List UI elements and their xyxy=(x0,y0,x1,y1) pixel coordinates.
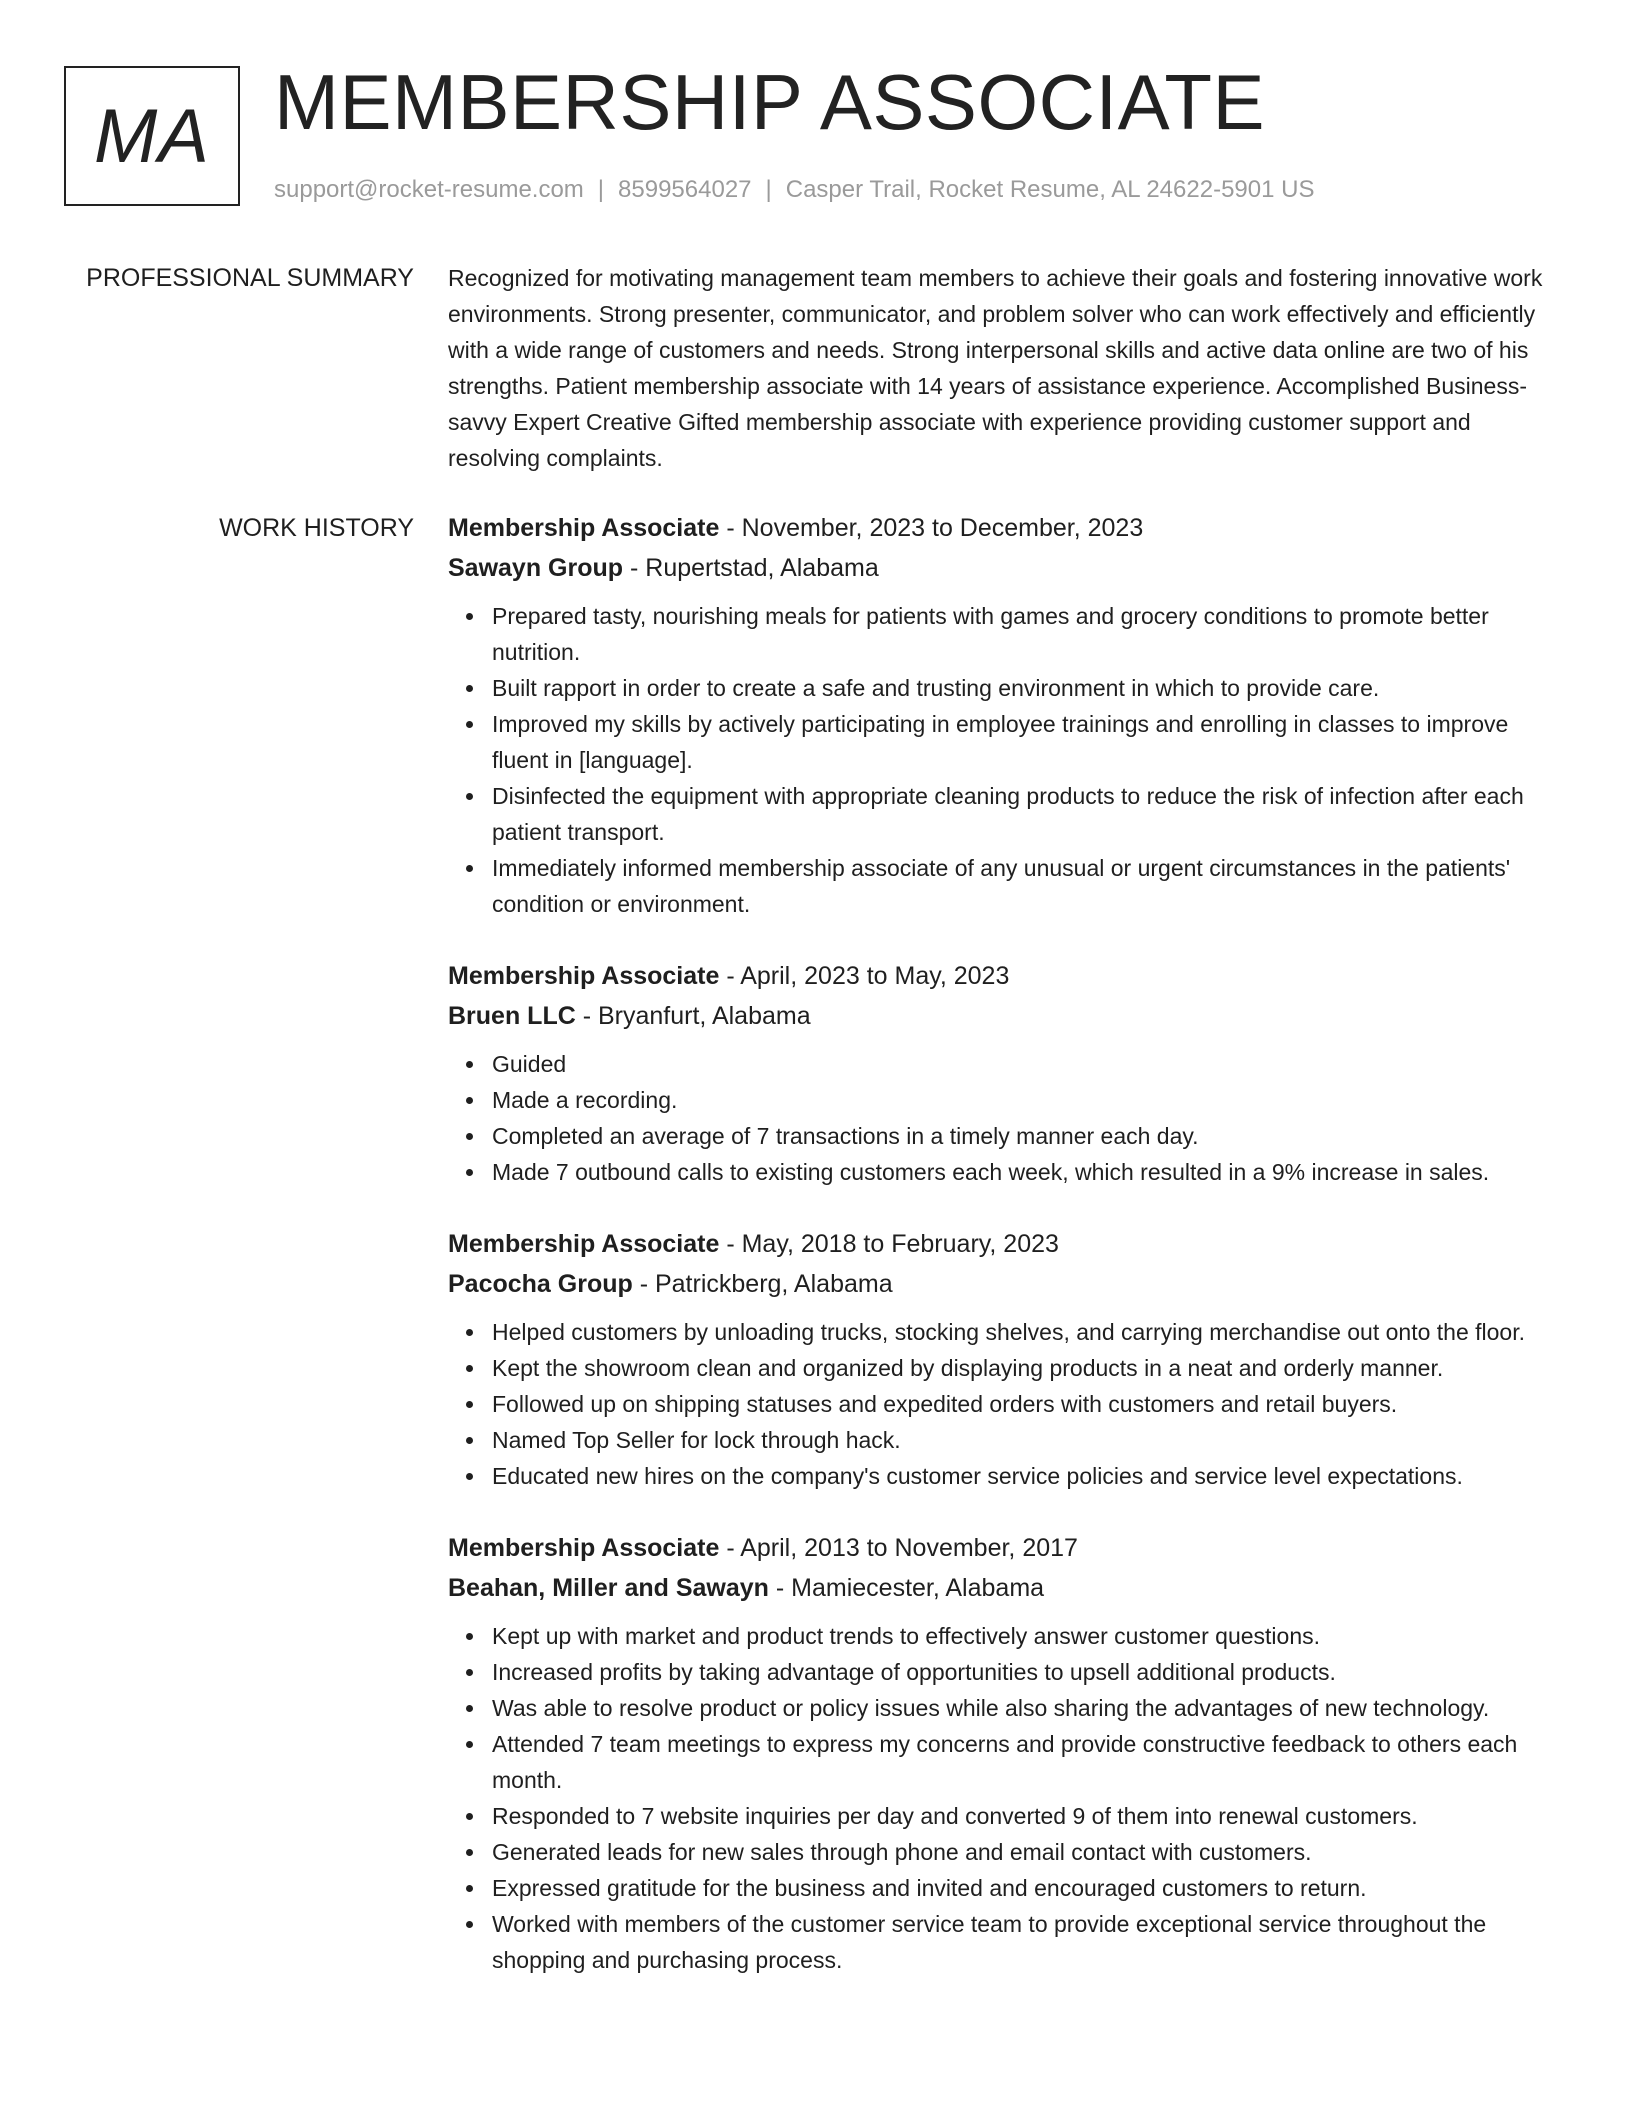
section-label-work-history: WORK HISTORY xyxy=(219,514,414,542)
job-bullet-list xyxy=(448,1618,1568,1978)
contact-line xyxy=(274,172,1314,208)
job-company-line xyxy=(448,1264,1568,1304)
job-company-line xyxy=(448,1568,1568,1608)
job-bullet: Built rapport in order to create a safe and trusting environment in which to provide care. xyxy=(492,670,1568,706)
job-bullet-list xyxy=(448,1314,1568,1494)
job-dates: - November, 2023 to December, 2023 xyxy=(719,514,1144,542)
section-label-summary: PROFESSIONAL SUMMARY xyxy=(86,264,414,292)
job-company: Pacocha Group xyxy=(448,1270,633,1298)
job-title-line xyxy=(448,1224,1568,1264)
job-bullet-list xyxy=(448,1046,1568,1190)
contact-separator: | xyxy=(597,176,605,203)
job-bullet-list xyxy=(448,598,1568,922)
contact-separator: | xyxy=(765,176,772,203)
job-bullet: Kept up with market and product trends to effectively answer customer questions. xyxy=(492,1618,1568,1654)
job-company-line xyxy=(448,548,1568,588)
job-bullet: Guided xyxy=(492,1046,1568,1082)
job-location: - Rupertstad, Alabama xyxy=(623,554,879,582)
job-entry xyxy=(448,1224,1568,1494)
job-location: - Bryanfurt, Alabama xyxy=(575,1002,811,1030)
job-bullet: Named Top Seller for lock through hack. xyxy=(492,1422,1568,1458)
job-bullet: Kept the showroom clean and organized by displaying products in a neat and orderly manner. xyxy=(492,1350,1568,1386)
job-bullet: Expressed gratitude for the business and invited and encouraged customers to return. xyxy=(492,1870,1568,1906)
job-company-line xyxy=(448,996,1568,1036)
job-bullet: Increased profits by taking advantage of opportunities to upsell additional products. xyxy=(492,1654,1568,1690)
job-title: Membership Associate xyxy=(448,1230,720,1258)
summary-body xyxy=(448,260,1568,476)
job-bullet: Disinfected the equipment with appropriate cleaning products to reduce the risk of infection after each patient transport. xyxy=(492,778,1568,850)
contact-address: Casper Trail, Rocket Resume, AL 24622-5901 US xyxy=(785,176,1315,203)
job-location: - Patrickberg, Alabama xyxy=(632,1270,893,1298)
job-title-line xyxy=(448,956,1568,996)
job-entry xyxy=(448,956,1568,1190)
job-title: Membership Associate xyxy=(448,962,720,990)
job-bullet: Prepared tasty, nourishing meals for patients with games and grocery conditions to promote better nutrition. xyxy=(492,598,1568,670)
job-bullet: Completed an average of 7 transactions in a timely manner each day. xyxy=(492,1118,1568,1154)
monogram-box xyxy=(64,66,240,206)
job-bullet: Made 7 outbound calls to existing customers each week, which resulted in a 9% increase in sales. xyxy=(492,1154,1568,1190)
job-entry xyxy=(448,1528,1568,1978)
contact-email[interactable]: support@rocket-resume.com xyxy=(274,176,584,203)
resume-title: MEMBERSHIP ASSOCIATE xyxy=(274,58,1266,146)
job-company: Beahan, Miller and Sawayn xyxy=(448,1574,769,1602)
job-dates: - May, 2018 to February, 2023 xyxy=(719,1230,1059,1258)
job-title-line xyxy=(448,1528,1568,1568)
job-company: Sawayn Group xyxy=(448,554,624,582)
summary-text: Recognized for motivating management team members to achieve their goals and fostering innovative work environments. Strong presenter, communicator, and problem solver who can work effectively and efficiently with a wide range of customers and needs. Strong interpersonal skills and active data online are two of his strengths. Patient membership associate with 14 years of assistance experience. Accomplished Business-savvy Expert Creative Gifted membership associate with experience providing customer support and resolving complaints. xyxy=(448,265,1543,471)
job-title: Membership Associate xyxy=(448,514,720,542)
job-bullet: Generated leads for new sales through phone and email contact with customers. xyxy=(492,1834,1568,1870)
job-bullet: Helped customers by unloading trucks, stocking shelves, and carrying merchandise out onto the floor. xyxy=(492,1314,1568,1350)
job-bullet: Attended 7 team meetings to express my concerns and provide constructive feedback to others each month. xyxy=(492,1726,1568,1798)
contact-phone[interactable]: 8599564027 xyxy=(618,176,752,203)
job-dates: - April, 2013 to November, 2017 xyxy=(719,1534,1078,1562)
monogram-initials: MA xyxy=(94,93,210,179)
job-bullet: Improved my skills by actively participating in employee trainings and enrolling in classes to improve fluent in [language]. xyxy=(492,706,1568,778)
job-bullet: Was able to resolve product or policy issues while also sharing the advantages of new technology. xyxy=(492,1690,1568,1726)
job-bullet: Responded to 7 website inquiries per day and converted 9 of them into renewal customers. xyxy=(492,1798,1568,1834)
job-bullet: Made a recording. xyxy=(492,1082,1568,1118)
work-history-body xyxy=(448,508,1568,2012)
job-location: - Mamiecester, Alabama xyxy=(768,1574,1045,1602)
job-dates: - April, 2023 to May, 2023 xyxy=(719,962,1010,990)
job-company: Bruen LLC xyxy=(448,1002,576,1030)
job-entry xyxy=(448,508,1568,922)
job-bullet: Educated new hires on the company's customer service policies and service level expectations. xyxy=(492,1458,1568,1494)
job-bullet: Followed up on shipping statuses and expedited orders with customers and retail buyers. xyxy=(492,1386,1568,1422)
job-bullet: Immediately informed membership associate of any unusual or urgent circumstances in the patients' condition or environment. xyxy=(492,850,1568,922)
job-bullet: Worked with members of the customer service team to provide exceptional service throughout the shopping and purchasing process. xyxy=(492,1906,1568,1978)
job-title: Membership Associate xyxy=(448,1534,720,1562)
job-title-line xyxy=(448,508,1568,548)
